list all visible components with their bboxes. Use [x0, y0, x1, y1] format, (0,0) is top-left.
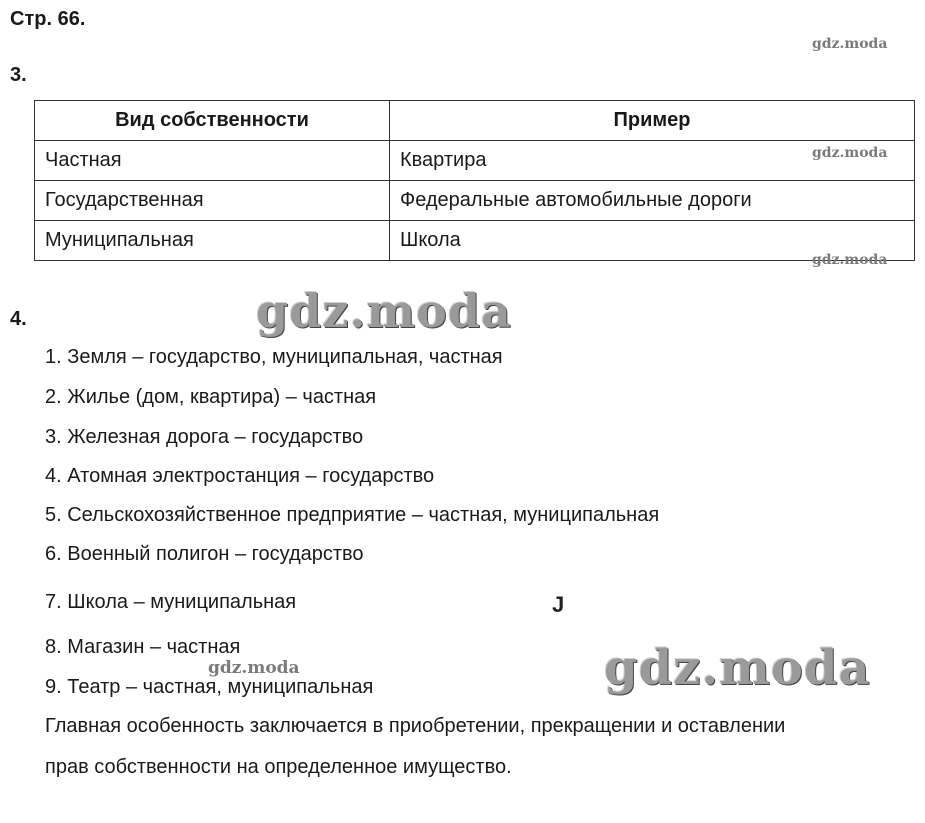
property-table [34, 100, 915, 261]
watermark: gdz.moda [208, 658, 300, 678]
table-row [35, 221, 915, 261]
list-item: 9. Театр – частная, муниципальная [45, 676, 374, 698]
table-cell: Квартира [390, 141, 915, 181]
watermark-large: gdz.moda [604, 640, 871, 696]
table-cell: Муниципальная [35, 221, 390, 261]
list-item: 5. Сельскохозяйственное предприятие – частная, муниципальная [45, 504, 660, 526]
watermark: gdz.moda [812, 145, 888, 161]
table-row [35, 181, 915, 221]
watermark: gdz.moda [812, 36, 888, 52]
task-number-4: 4. [10, 308, 27, 330]
table-row [35, 141, 915, 181]
stray-mark: J [552, 592, 565, 617]
list-item: 3. Железная дорога – государство [45, 426, 364, 448]
list-item: 4. Атомная электростанция – государство [45, 465, 435, 487]
conclusion-line: прав собственности на определенное имущество. [45, 756, 512, 778]
list-item: 7. Школа – муниципальная [45, 591, 297, 613]
table-header-row [35, 101, 915, 141]
table-cell: Школа [390, 221, 915, 261]
list-item: 8. Магазин – частная [45, 636, 241, 658]
conclusion-line: Главная особенность заключается в приобретении, прекращении и оставлении [45, 715, 786, 737]
page-title: Стр. 66. [10, 8, 86, 30]
watermark: gdz.moda [812, 252, 888, 268]
list-item: 6. Военный полигон – государство [45, 543, 364, 565]
list-item: 1. Земля – государство, муниципальная, частная [45, 346, 503, 368]
table-cell: Частная [35, 141, 390, 181]
watermark-large: gdz.moda [256, 284, 512, 338]
table-header-cell: Пример [390, 101, 915, 141]
table-cell: Государственная [35, 181, 390, 221]
table-cell: Федеральные автомобильные дороги [390, 181, 915, 221]
list-item: 2. Жилье (дом, квартира) – частная [45, 386, 377, 408]
table-header-cell: Вид собственности [35, 101, 390, 141]
task-number-3: 3. [10, 64, 27, 86]
